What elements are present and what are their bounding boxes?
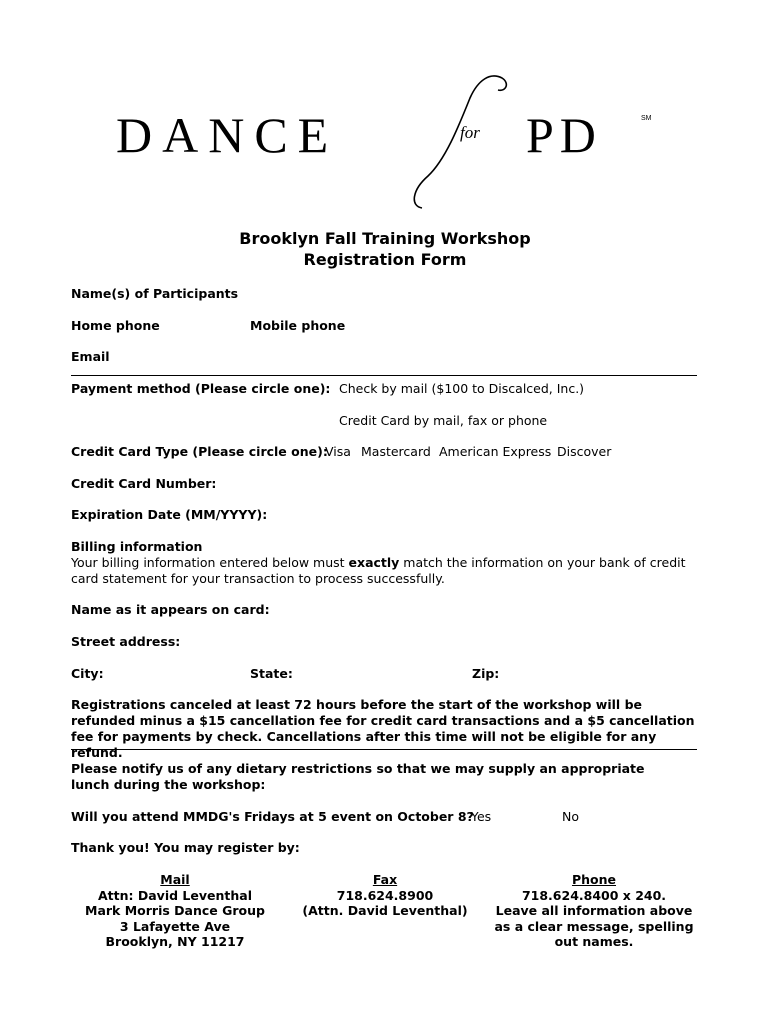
payment-method-label: Payment method (Please circle one):: [71, 381, 331, 396]
mobile-phone-label: Mobile phone: [250, 318, 346, 333]
city-label: City:: [71, 666, 104, 681]
mail-line: Brooklyn, NY 11217: [105, 934, 245, 949]
register-by-fax: [300, 872, 470, 919]
card-type-mastercard[interactable]: Mastercard: [361, 444, 431, 459]
payment-option-check[interactable]: Check by mail ($100 to Discalced, Inc.): [339, 381, 585, 396]
card-type-label: Credit Card Type (Please circle one):: [71, 444, 328, 459]
page-subtitle: Registration Form: [303, 250, 467, 269]
thank-you-text: Thank you! You may register by:: [71, 840, 300, 855]
logo-service-mark: SM: [641, 115, 652, 122]
divider: [71, 749, 697, 750]
billing-heading: Billing information: [71, 539, 203, 554]
state-label: State:: [250, 666, 293, 681]
divider: [71, 375, 697, 376]
fax-line: 718.624.8900: [336, 887, 434, 903]
street-address-label: Street address:: [71, 634, 181, 649]
cancellation-policy: Registrations canceled at least 72 hours before the start of the workshop will be refunded minus a $15 cancellation fee for credit card transactions and a $5 cancellation fee for payments by check. Cancellations after this time will not be eligible for any refund.: [71, 697, 695, 760]
payment-option-credit-card[interactable]: Credit Card by mail, fax or phone: [339, 413, 548, 428]
card-type-amex[interactable]: American Express: [439, 444, 552, 459]
logo-brand-right: PD: [526, 107, 602, 163]
phone-line: Leave all information above as a clear message, spelling out names.: [494, 903, 694, 949]
mail-heading: Mail: [160, 872, 190, 887]
attend-no-option[interactable]: No: [562, 809, 579, 824]
logo-brand-left: DANCE: [116, 107, 339, 163]
page-title: Brooklyn Fall Training Workshop: [239, 229, 531, 248]
billing-emphasis: exactly: [348, 555, 400, 570]
dietary-restrictions-prompt: Please notify us of any dietary restrictions so that we may supply an appropriate lunch during the workshop:: [71, 761, 645, 792]
register-by-phone: [486, 872, 702, 950]
card-number-label: Credit Card Number:: [71, 476, 217, 491]
email-label: Email: [71, 349, 110, 364]
card-type-visa[interactable]: Visa: [325, 444, 351, 459]
zip-label: Zip:: [472, 666, 500, 681]
attend-event-question: Will you attend MMDG's Fridays at 5 event on October 8?: [71, 809, 474, 824]
billing-instructions: Your billing information entered below must exactly match the information on your bank of credit card statement for your transaction to process successfully.: [71, 555, 686, 586]
phone-heading: Phone: [571, 872, 617, 887]
register-by-mail: [80, 872, 270, 950]
phone-line: 718.624.8400 x 240.: [521, 887, 667, 903]
home-phone-label: Home phone: [71, 318, 160, 333]
mail-line: Mark Morris Dance Group: [85, 903, 265, 918]
fax-line: (Attn. David Leventhal): [302, 903, 468, 918]
expiration-label: Expiration Date (MM/YYYY):: [71, 507, 268, 522]
attend-yes-option[interactable]: Yes: [471, 809, 492, 824]
participants-label: Name(s) of Participants: [71, 286, 239, 301]
fax-heading: Fax: [372, 872, 398, 887]
mail-line: 3 Lafayette Ave: [119, 918, 231, 934]
name-on-card-label: Name as it appears on card:: [71, 602, 270, 617]
logo-brand-for: for: [460, 123, 480, 142]
logo-swash: [414, 76, 506, 208]
mail-line: Attn: David Leventhal: [98, 887, 252, 903]
card-type-discover[interactable]: Discover: [557, 444, 612, 459]
dance-for-pd-logo: [110, 68, 670, 218]
